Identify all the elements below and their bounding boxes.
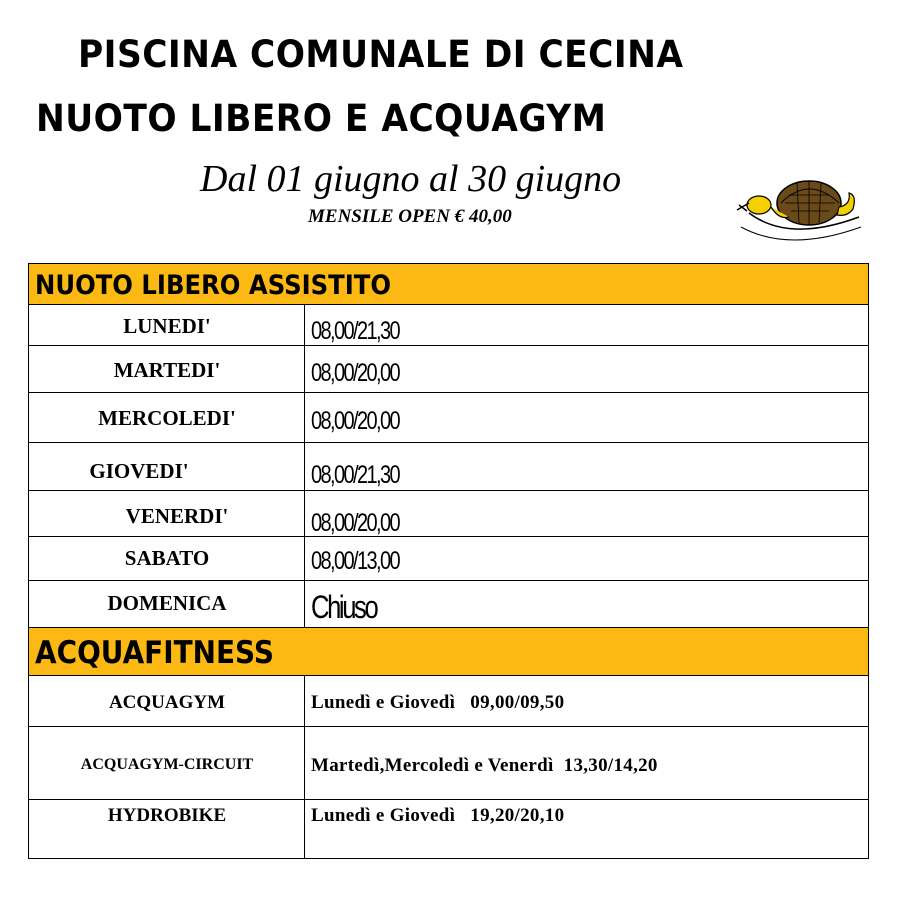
day-label: SABATO bbox=[124, 546, 210, 570]
section-title: NUOTO LIBERO ASSISTITO bbox=[35, 270, 392, 301]
table-row bbox=[29, 727, 868, 800]
price-text: MENSILE OPEN € 40,00 bbox=[308, 206, 512, 227]
table-row bbox=[29, 393, 868, 443]
schedule-value: Lunedì e Giovedì 19,20/20,10 bbox=[311, 805, 565, 826]
table-row bbox=[29, 491, 868, 537]
section-header-fitness bbox=[28, 627, 869, 676]
table-row bbox=[29, 305, 868, 346]
day-label: VENERDI' bbox=[125, 504, 229, 528]
section-header-nuoto bbox=[28, 263, 869, 305]
table-row bbox=[29, 800, 868, 859]
day-label: LUNEDI' bbox=[123, 314, 211, 338]
hours-value: 08,00/13,00 bbox=[311, 547, 400, 575]
table-row bbox=[29, 537, 868, 581]
page-subtitle: NUOTO LIBERO E ACQUAGYM bbox=[36, 97, 607, 140]
hours-value: 08,00/20,00 bbox=[311, 359, 400, 387]
hours-value: 08,00/20,00 bbox=[311, 407, 400, 435]
table-row bbox=[29, 581, 868, 627]
day-label: GIOVEDI' bbox=[89, 459, 189, 483]
day-label: DOMENICA bbox=[107, 591, 227, 615]
hours-value: Chiuso bbox=[311, 589, 377, 625]
period-text: Dal 01 giugno al 30 giugno bbox=[200, 158, 622, 200]
day-label: MARTEDI' bbox=[113, 358, 221, 382]
page-title: PISCINA COMUNALE DI CECINA bbox=[78, 33, 684, 76]
table-row bbox=[29, 346, 868, 393]
table-row bbox=[29, 676, 868, 727]
turtle-logo-icon bbox=[729, 165, 867, 255]
activity-label: ACQUAGYM-CIRCUIT bbox=[80, 756, 254, 773]
schedule-value: Martedì,Mercoledì e Venerdì 13,30/14,20 bbox=[311, 755, 658, 776]
activity-label: ACQUAGYM bbox=[108, 692, 226, 713]
hours-value: 08,00/21,30 bbox=[311, 461, 400, 489]
activity-label: HYDROBIKE bbox=[107, 805, 227, 826]
table-row bbox=[29, 443, 868, 491]
section-title: ACQUAFITNESS bbox=[35, 635, 274, 671]
hours-value: 08,00/20,00 bbox=[311, 509, 400, 537]
fitness-table bbox=[28, 676, 869, 859]
day-label: MERCOLEDI' bbox=[98, 406, 236, 430]
schedule-value: Lunedì e Giovedì 09,00/09,50 bbox=[311, 692, 565, 713]
nuoto-table bbox=[28, 305, 869, 627]
hours-value: 08,00/21,30 bbox=[311, 317, 400, 345]
